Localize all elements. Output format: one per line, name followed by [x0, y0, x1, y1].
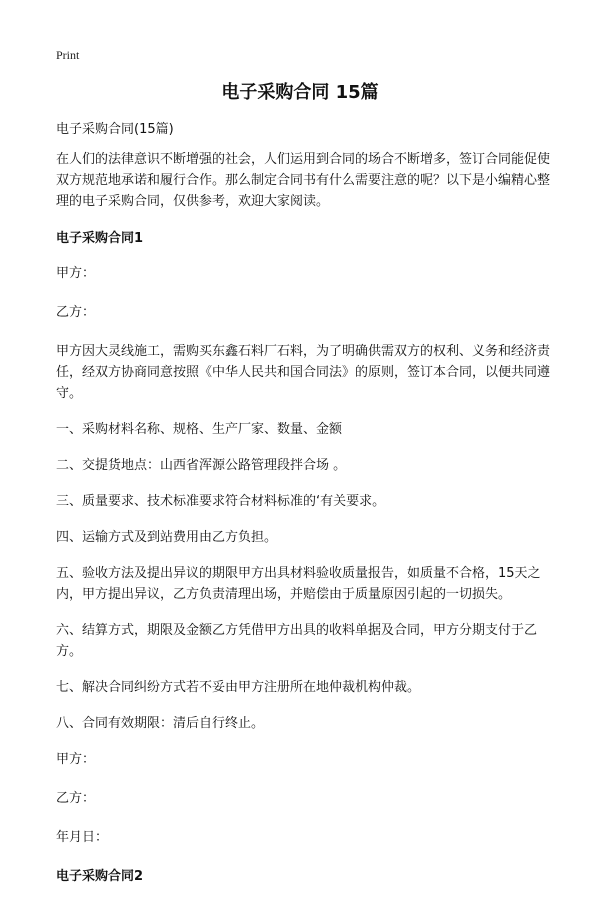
clause-item: 五、验收方法及提出异议的期限甲方出具材料验收质量报告，如质量不合格，15天之内，甲方提出异议，乙方负责清理出场，并赔偿由于质量原因引起的一切损失。 — [56, 566, 541, 602]
document-subtitle: 电子采购合同(15篇) — [56, 122, 174, 137]
page-title: 电子采购合同 15篇 — [221, 82, 379, 103]
section-heading-2: 电子采购合同2 — [56, 869, 144, 884]
clause-item: 三、质量要求、技术标准要求符合材料标准的‘有关要求。 — [56, 494, 386, 509]
section-heading-1: 电子采购合同1 — [56, 231, 144, 246]
clause-item: 一、采购材料名称、规格、生产厂家、数量、金额 — [56, 422, 343, 437]
sign-date: 年月日： — [56, 830, 109, 845]
clause-item: 八、合同有效期限：清后自行终止。 — [56, 716, 265, 731]
clause-item: 四、运输方式及到站费用由乙方负担。 — [56, 530, 278, 545]
document-body — [56, 119, 556, 901]
print-link[interactable]: Print — [56, 48, 80, 62]
clause-item: 六、结算方式，期限及金额乙方凭借甲方出具的收料单据及合同，甲方分期支付于乙方。 — [56, 623, 538, 659]
party-b-label: 乙方： — [56, 305, 96, 320]
sign-party-b: 乙方： — [56, 791, 96, 806]
preamble-paragraph: 甲方因大灵线施工，需购买东鑫石料厂石料，为了明确供需双方的权利、义务和经济责任，经双方协商同意按照《中华人民共和国合同法》的原则，签订本合同，以便共同遵守。 — [56, 344, 551, 401]
intro-paragraph: 在人们的法律意识不断增强的社会，人们运用到合同的场合不断增多，签订合同能促使双方规范地承诺和履行合作。那么制定合同书有什么需要注意的呢？以下是小编精心整理的电子采购合同，仅供参考，欢迎大家阅读。 — [56, 152, 551, 209]
sign-party-a: 甲方： — [56, 752, 96, 767]
clause-item: 二、交提货地点：山西省浑源公路管理段拌合场 。 — [56, 458, 347, 473]
party-a-label: 甲方： — [56, 266, 96, 281]
clause-item: 七、解决合同纠纷方式若不妥由甲方注册所在地仲裁机构仲裁。 — [56, 680, 421, 695]
